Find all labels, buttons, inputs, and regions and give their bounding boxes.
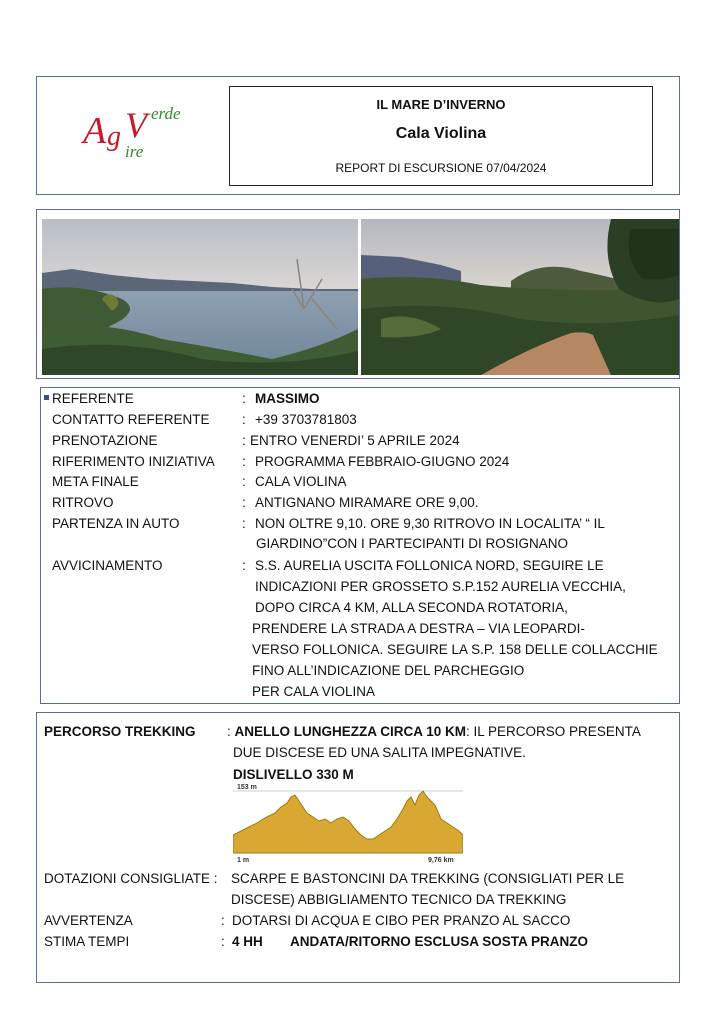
photo-box [36,209,680,379]
meta-value: CALA VIOLINA [255,474,347,489]
avvicinamento-line: INDICAZIONI PER GROSSETO S.P.152 AURELIA VECCHIA, [255,579,626,594]
agverde-logo [77,87,217,167]
colon: : [242,412,246,427]
stima-value-hours: 4 HH [232,934,263,949]
riferimento-value: PROGRAMMA FEBBRAIO-GIUGNO 2024 [255,454,510,469]
trail-path-photo [361,219,679,375]
referente-label: REFERENTE [52,391,134,406]
percorso-bold: ANELLO LUNGHEZZA CIRCA 10 KM [234,724,467,739]
colon: : [242,495,246,510]
stima-label: STIMA TEMPI [44,934,130,949]
partenza-line: NON OLTRE 9,10. ORE 9,30 RITROVO IN LOCALITA’ “ IL [255,516,605,531]
elevation-profile [233,783,463,869]
avvicinamento-label: AVVICINAMENTO [52,558,163,573]
percorso-value-row [227,724,641,739]
meta-label: META FINALE [52,474,139,489]
svg-text:V: V [125,105,147,145]
partenza-line: GIARDINO”CON I PARTECIPANTI DI ROSIGNANO [256,536,569,551]
coastal-bay-photo [42,219,358,375]
trekking-box [36,712,680,983]
bullet-icon [44,395,49,400]
report-date: REPORT DI ESCURSIONE 07/04/2024 [335,161,547,175]
colon: : [227,724,231,739]
contatto-value: +39 3703781803 [255,412,357,427]
dotazioni-line1: SCARPE E BASTONCINI DA TREKKING (CONSIGLIATI PER LE [231,871,625,886]
avvicinamento-line: PER CALA VIOLINA [252,684,376,699]
header-box [36,76,680,195]
svg-text:g: g [107,121,121,152]
svg-text:A: A [83,110,107,152]
profile-end-label: 9,76 km [428,857,454,864]
dotazioni-line2: DISCESE) ABBIGLIAMENTO TECNICO DA TREKKING [231,892,567,907]
svg-text:ire: ire [125,142,144,161]
avvicinamento-line: VERSO FOLLONICA. SEGUIRE LA S.P. 158 DELLE COLLACCHIE [252,642,658,657]
percorso-line2: DUE DISCESE ED UNA SALITA IMPEGNATIVE. [233,745,526,760]
percorso-rest: : IL PERCORSO PRESENTA [466,724,641,739]
avvicinamento-line: PRENDERE LA STRADA A DESTRA – VIA LEOPARDI- [252,621,585,636]
info-box [40,387,680,704]
stima-value-detail: ANDATA/RITORNO ESCLUSA SOSTA PRANZO [290,934,589,949]
place-title: Cala Violina [395,125,487,142]
avvicinamento-line: FINO ALL’INDICAZIONE DEL PARCHEGGIO [252,663,525,678]
colon: : [242,558,246,573]
svg-text:erde: erde [151,104,181,123]
ritrovo-value: ANTIGNANO MIRAMARE ORE 9,00. [255,495,479,510]
avvertenza-label: AVVERTENZA [44,913,133,928]
profile-max-label: 153 m [237,784,257,791]
profile-start-label: 1 m [237,857,250,864]
colon: : [221,913,225,928]
series-title: IL MARE D’INVERNO [376,97,506,112]
colon: : [242,454,246,469]
title-box [229,86,653,186]
colon: : [221,934,225,949]
referente-value: MASSIMO [255,391,320,406]
partenza-label: PARTENZA IN AUTO [52,516,180,531]
dotazioni-label: DOTAZIONI CONSIGLIATE : [44,871,218,886]
percorso-label: PERCORSO TREKKING [44,724,196,739]
percorso-row [44,724,196,739]
contatto-label: CONTATTO REFERENTE [52,412,210,427]
prenotazione-value: ENTRO VENERDI’ 5 APRILE 2024 [250,433,460,448]
avvicinamento-line: DOPO CIRCA 4 KM, ALLA SECONDA ROTATORIA, [255,600,568,615]
colon: : [242,433,246,448]
ritrovo-label: RITROVO [52,495,114,510]
avvicinamento-line: S.S. AURELIA USCITA FOLLONICA NORD, SEGUIRE LE [255,558,604,573]
prenotazione-label: PRENOTAZIONE [52,433,158,448]
colon: : [242,516,246,531]
dislivello: DISLIVELLO 330 M [233,767,354,782]
colon: : [242,391,246,406]
avvertenza-value: DOTARSI DI ACQUA E CIBO PER PRANZO AL SACCO [232,913,571,928]
riferimento-label: RIFERIMENTO INIZIATIVA [52,454,215,469]
colon: : [242,474,246,489]
